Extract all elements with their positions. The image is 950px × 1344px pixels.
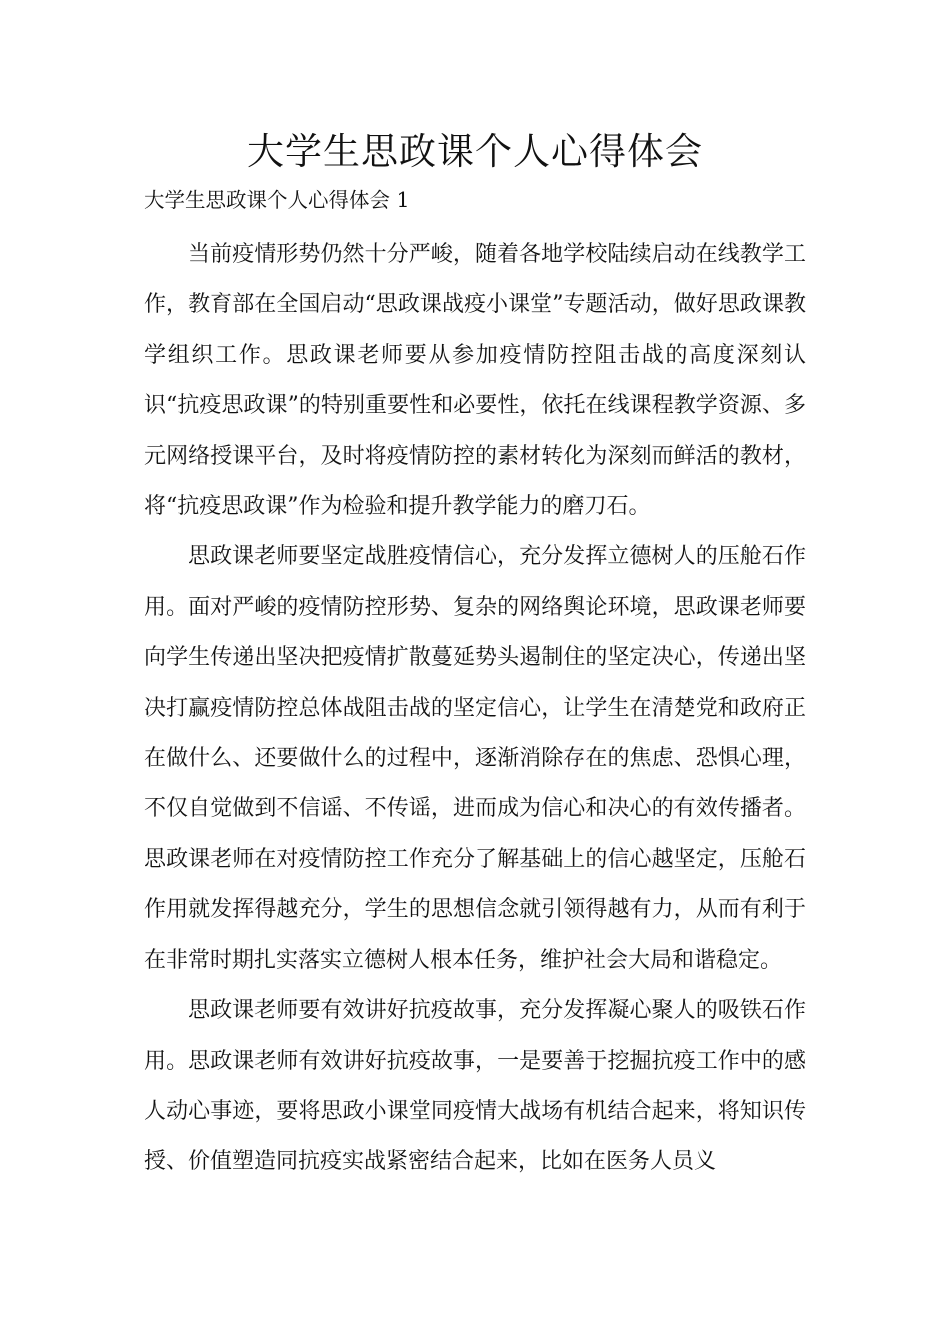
document-body bbox=[144, 230, 806, 1188]
section-heading: 大学生思政课个人心得体会 1 bbox=[144, 188, 410, 212]
document-title: 大学生思政课个人心得体会 bbox=[247, 130, 703, 173]
paragraph: 当前疫情形势仍然十分严峻，随着各地学校陆续启动在线教学工作，教育部在全国启动“思政课战疫小课堂”专题活动，做好思政课教学组织工作。思政课老师要从参加疫情防控阻击战的高度深刻认识“抗疫思政课”的特别重要性和必要性，依托在线课程教学资源、多元网络授课平台，及时将疫情防控的素材转化为深刻而鲜活的教材，将“抗疫思政课”作为检验和提升教学能力的磨刀石。 bbox=[144, 242, 806, 520]
paragraph: 思政课老师要坚定战胜疫情信心，充分发挥立德树人的压舱石作用。面对严峻的疫情防控形势、复杂的网络舆论环境，思政课老师要向学生传递出坚决把疫情扩散蔓延势头遏制住的坚定决心，传递出坚决打赢疫情防控总体战阻击战的坚定信心，让学生在清楚党和政府正在做什么、还要做什么的过程中，逐渐消除存在的焦虑、恐惧心理，不仅自觉做到不信谣、不传谣，进而成为信心和决心的有效传播者。思政课老师在对疫情防控工作充分了解基础上的信心越坚定，压舱石作用就发挥得越充分，学生的思想信念就引领得越有力，从而有利于在非常时期扎实落实立德树人根本任务，维护社会大局和谐稳定。 bbox=[144, 544, 806, 973]
paragraph: 思政课老师要有效讲好抗疫故事，充分发挥凝心聚人的吸铁石作用。思政课老师有效讲好抗疫故事，一是要善于挖掘抗疫工作中的感人动心事迹，要将思政小课堂同疫情大战场有机结合起来，将知识传授、价值塑造同抗疫实战紧密结合起来，比如在医务人员义 bbox=[144, 998, 806, 1175]
